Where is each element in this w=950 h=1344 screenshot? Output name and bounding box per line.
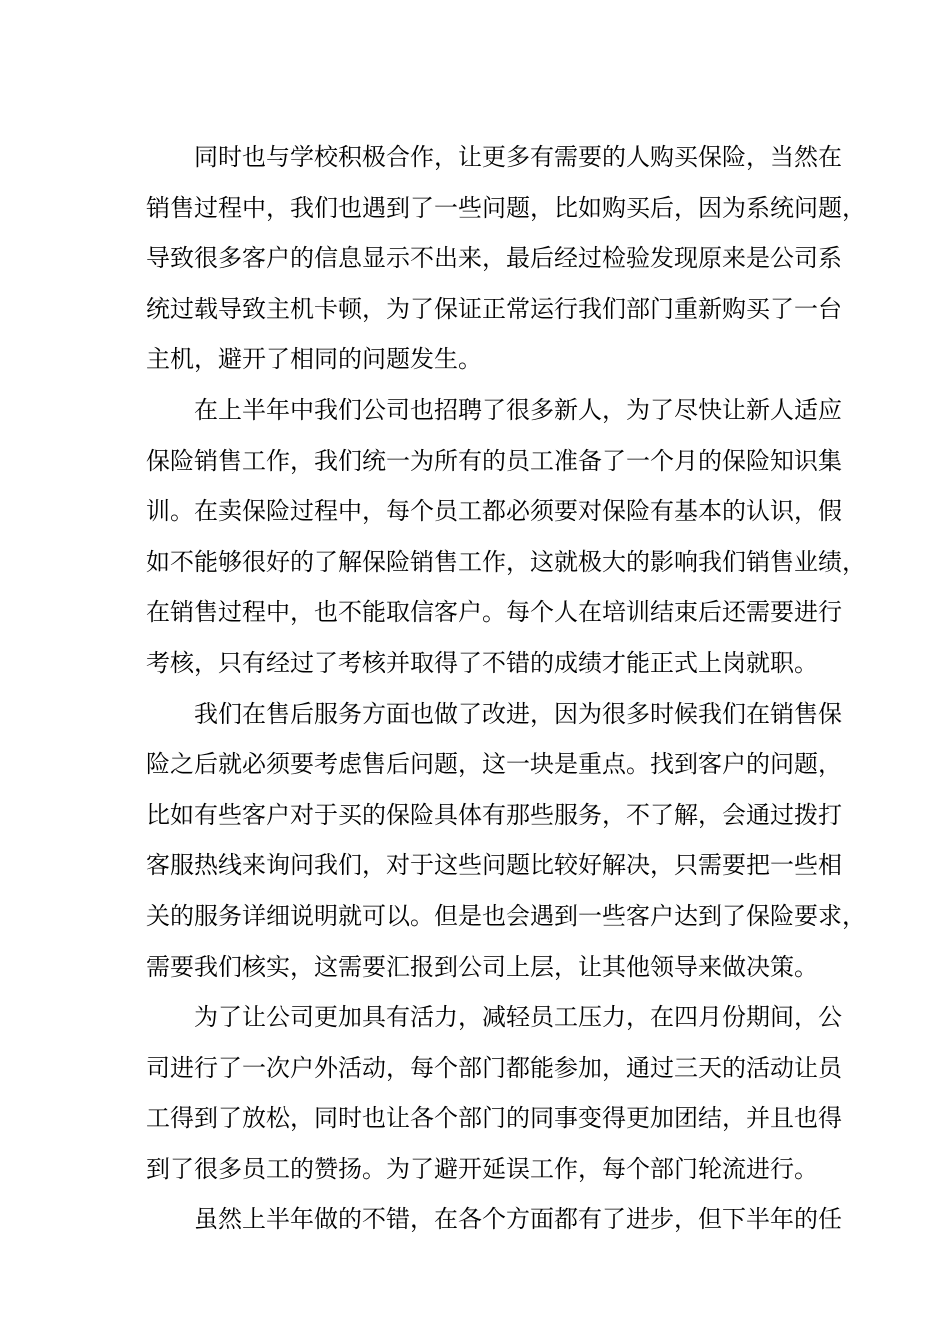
text-line: 为了让公司更加具有活力，减轻员工压力，在四月份期间，公 xyxy=(194,1003,842,1032)
text-line: 关的服务详细说明就可以。但是也会遇到一些客户达到了保险要求， xyxy=(146,901,866,930)
text-line: 销售过程中，我们也遇到了一些问题，比如购买后，因为系统问题， xyxy=(146,193,866,222)
text-line: 在上半年中我们公司也招聘了很多新人，为了尽快让新人适应 xyxy=(194,395,842,424)
text-line: 工得到了放松，同时也让各个部门的同事变得更加团结，并且也得 xyxy=(146,1104,842,1133)
text-line: 考核，只有经过了考核并取得了不错的成绩才能正式上岗就职。 xyxy=(146,648,818,677)
text-line: 保险销售工作，我们统一为所有的员工准备了一个月的保险知识集 xyxy=(146,446,842,475)
text-line: 导致很多客户的信息显示不出来，最后经过检验发现原来是公司系 xyxy=(146,244,842,273)
text-line: 到了很多员工的赞扬。为了避开延误工作，每个部门轮流进行。 xyxy=(146,1154,818,1183)
text-line: 虽然上半年做的不错，在各个方面都有了进步，但下半年的任 xyxy=(194,1205,842,1234)
text-line: 训。在卖保险过程中，每个员工都必须要对保险有基本的认识，假 xyxy=(146,497,842,526)
text-line: 客服热线来询问我们，对于这些问题比较好解决，只需要把一些相 xyxy=(146,851,842,880)
paragraph xyxy=(146,132,866,385)
text-line: 同时也与学校积极合作，让更多有需要的人购买保险，当然在 xyxy=(194,143,842,171)
text-line: 主机，避开了相同的问题发生。 xyxy=(146,345,482,374)
text-line: 如不能够很好的了解保险销售工作，这就极大的影响我们销售业绩， xyxy=(146,547,866,576)
text-line: 险之后就必须要考虑售后问题，这一块是重点。找到客户的问题， xyxy=(146,750,842,779)
paragraph xyxy=(146,689,866,993)
paragraph xyxy=(146,385,866,689)
paragraph xyxy=(146,992,842,1194)
text-line: 在销售过程中，也不能取信客户。每个人在培训结束后还需要进行 xyxy=(146,598,842,627)
text-line: 需要我们核实，这需要汇报到公司上层，让其他领导来做决策。 xyxy=(146,952,818,981)
text-line: 我们在售后服务方面也做了改进，因为很多时候我们在销售保 xyxy=(194,699,842,728)
text-line: 比如有些客户对于买的保险具体有那些服务，不了解，会通过拨打 xyxy=(146,800,842,829)
document-body xyxy=(146,132,866,1245)
text-line: 司进行了一次户外活动，每个部门都能参加，通过三天的活动让员 xyxy=(146,1053,842,1082)
paragraph xyxy=(146,1194,842,1245)
text-line: 统过载导致主机卡顿，为了保证正常运行我们部门重新购买了一台 xyxy=(146,294,842,323)
